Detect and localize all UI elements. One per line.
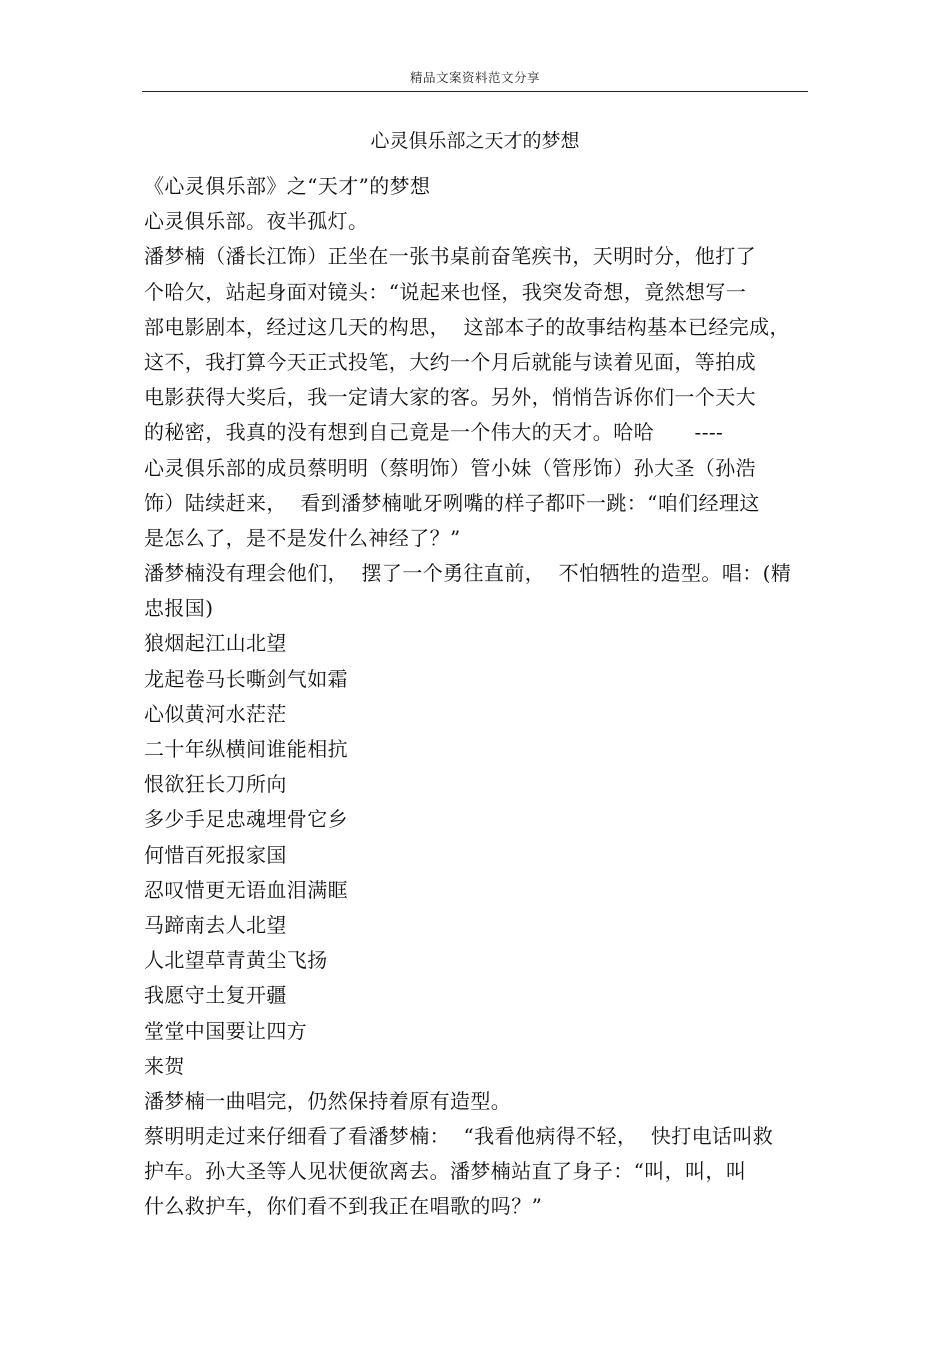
text-line: 个哈欠，站起身面对镜头：“说起来也怪，我突发奇想，竟然想写一 bbox=[144, 279, 747, 304]
text-line: 蔡明明走过来仔细看了看潘梦楠： “我看他病得不轻， 快打电话叫救 bbox=[144, 1124, 774, 1149]
lyric-line: 我愿守土复开疆 bbox=[144, 983, 287, 1008]
text-line: 潘梦楠没有理会他们， 摆了一个勇往直前， 不怕牺牲的造型。唱：(精 bbox=[144, 561, 792, 586]
lyric-line: 心似黄河水茫茫 bbox=[144, 701, 287, 726]
text-line: 这不，我打算今天正式投笔，大约一个月后就能与读着见面，等拍成 bbox=[144, 349, 756, 374]
text-line: 忠报国) bbox=[144, 596, 214, 621]
text-line: 潘梦楠（潘长江饰）正坐在一张书桌前奋笔疾书，天明时分，他打了 bbox=[144, 244, 756, 269]
document-title: 心灵俱乐部之天才的梦想 bbox=[370, 130, 580, 152]
lyric-line: 堂堂中国要让四方 bbox=[144, 1018, 308, 1043]
lyric-line: 来贺 bbox=[144, 1053, 185, 1078]
lyric-line: 忍叹惜更无语血泪满眶 bbox=[144, 877, 348, 902]
text-line: 护车。孙大圣等人见状便欲离去。潘梦楠站直了身子：“叫，叫，叫 bbox=[144, 1159, 747, 1184]
text-line: 饰）陆续赶来， 看到潘梦楠呲牙咧嘴的样子都吓一跳：“咱们经理这 bbox=[144, 490, 760, 515]
lyric-line: 二十年纵横间谁能相抗 bbox=[144, 737, 348, 761]
lyric-line: 马蹄南去人北望 bbox=[144, 912, 287, 937]
lyric-line: 人北望草青黄尘飞扬 bbox=[144, 948, 328, 973]
text-line: 《心灵俱乐部》之“天才”的梦想 bbox=[144, 174, 431, 198]
lyric-line: 狼烟起江山北望 bbox=[144, 631, 287, 656]
text-line: 心灵俱乐部。夜半孤灯。 bbox=[144, 209, 369, 234]
header-text: 精品文案资料范文分享 bbox=[409, 70, 540, 85]
lyric-line: 恨欲狂长刀所向 bbox=[144, 772, 287, 797]
document-body bbox=[144, 169, 814, 1225]
lyric-line: 多少手足忠魂埋骨它乡 bbox=[144, 807, 348, 832]
text-line: 是怎么了，是不是发什么神经了？” bbox=[144, 525, 461, 550]
text-line: 什么救护车，你们看不到我正在唱歌的吗？” bbox=[144, 1194, 543, 1219]
lyric-line: 龙起卷马长嘶剑气如霜 bbox=[144, 666, 348, 691]
page-header bbox=[142, 60, 808, 92]
text-line: 部电影剧本，经过这几天的构思， 这部本子的故事结构基本已经完成， bbox=[144, 314, 790, 339]
text-line: 潘梦楠一曲唱完，仍然保持着原有造型。 bbox=[144, 1088, 512, 1113]
text-line: 的秘密，我真的没有想到自己竟是一个伟大的天才。哈哈 ---- bbox=[144, 420, 724, 445]
lyric-line: 何惜百死报家国 bbox=[144, 842, 287, 867]
text-line: 电影获得大奖后，我一定请大家的客。另外，悄悄告诉你们一个天大 bbox=[144, 385, 756, 410]
text-line: 心灵俱乐部的成员蔡明明（蔡明饰）管小妹（管彤饰）孙大圣（孙浩 bbox=[144, 455, 756, 480]
